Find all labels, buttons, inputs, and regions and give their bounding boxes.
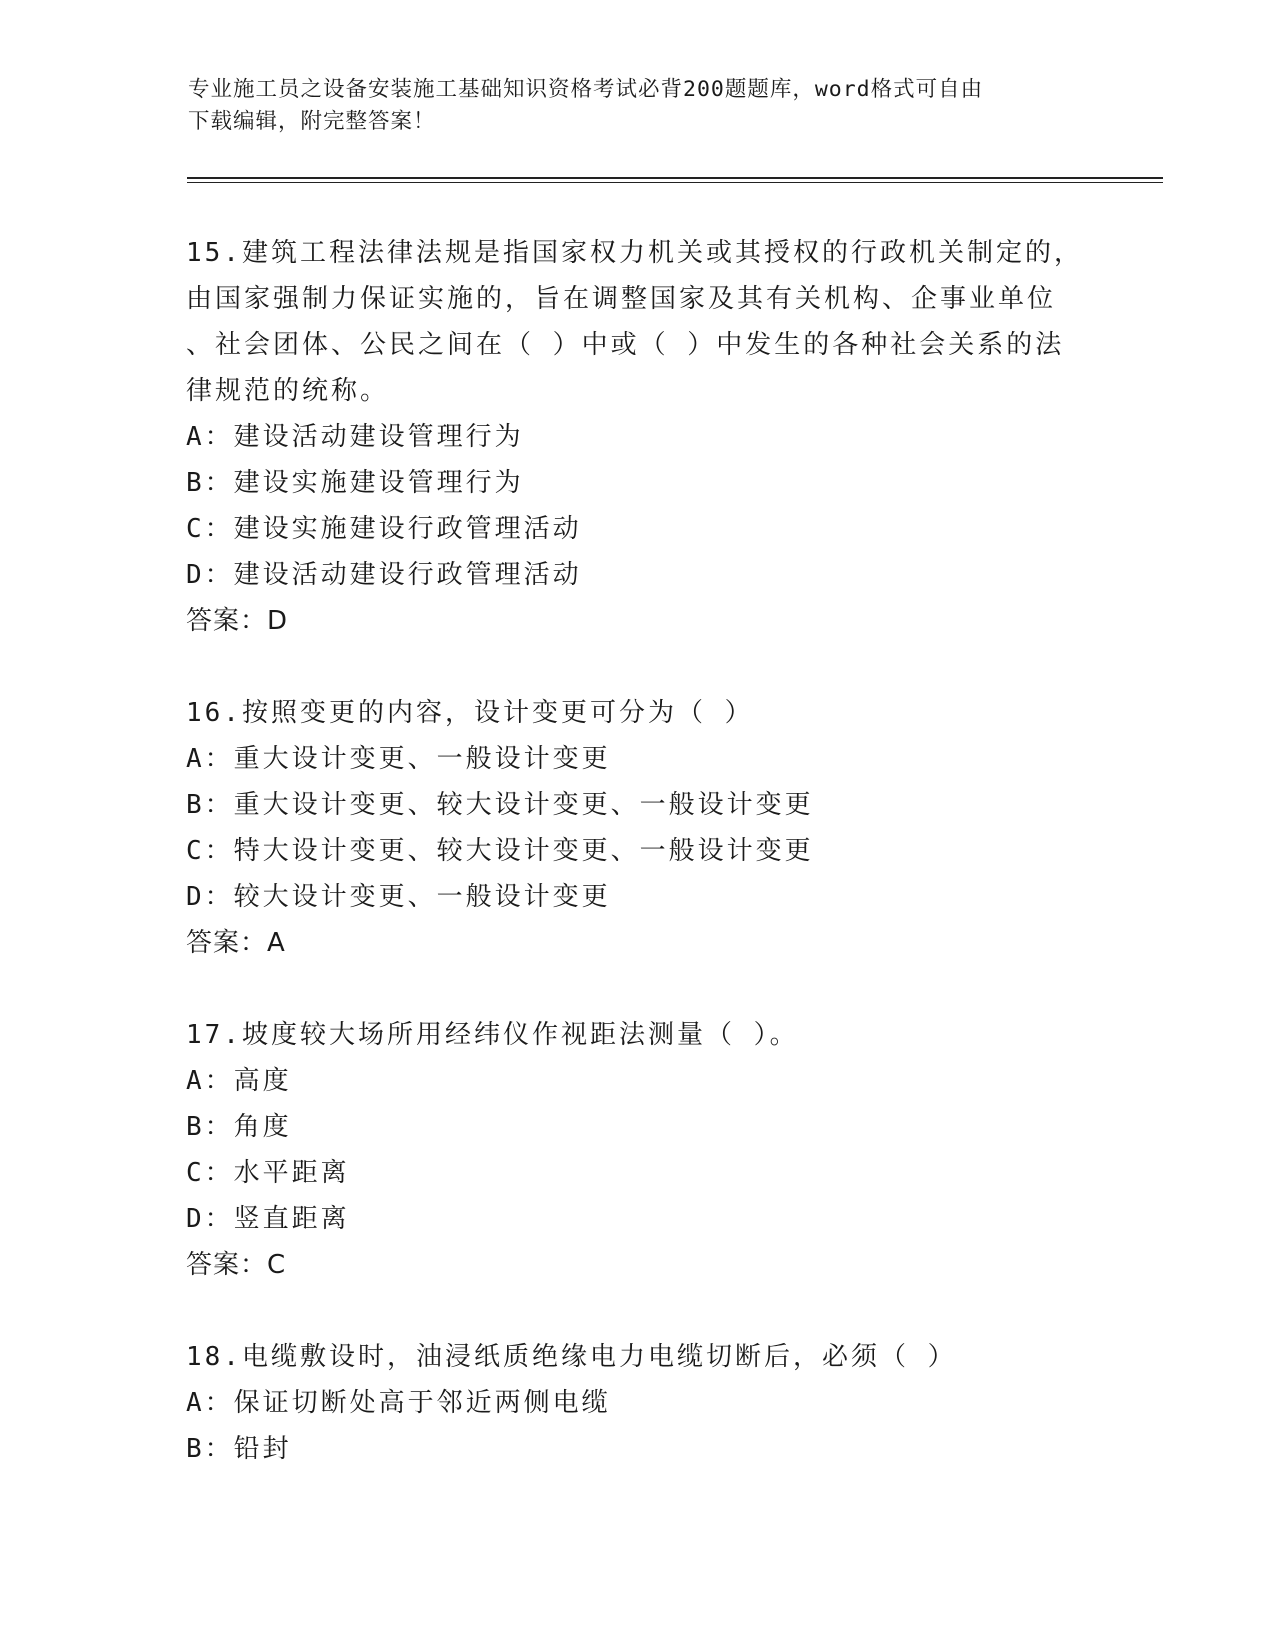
question-stem-line: 17.坡度较大场所用经纬仪作视距法测量（ ）。 — [186, 1020, 799, 1050]
header-line-2: 下载编辑，附完整答案！ — [188, 109, 436, 134]
question-list — [186, 230, 1086, 1472]
answer-line: 答案：C — [186, 1250, 287, 1280]
option-a: A：保证切断处高于邻近两侧电缆 — [186, 1388, 611, 1418]
option-d: D：较大设计变更、一般设计变更 — [186, 882, 611, 912]
question-stem-line: 、社会团体、公民之间在（ ）中或（ ）中发生的各种社会关系的法 — [186, 330, 1065, 360]
question-stem-line: 16.按照变更的内容，设计变更可分为（ ） — [186, 698, 754, 728]
question-17 — [186, 1012, 1086, 1288]
option-b: B：建设实施建设管理行为 — [186, 468, 524, 498]
option-c: C：特大设计变更、较大设计变更、一般设计变更 — [186, 836, 814, 866]
header-rule-thin — [187, 182, 1163, 183]
question-stem-line: 律规范的统称。 — [186, 376, 390, 406]
question-stem-line: 由国家强制力保证实施的，旨在调整国家及其有关机构、企事业单位 — [186, 284, 1057, 314]
option-d: D：竖直距离 — [186, 1204, 350, 1234]
answer-line: 答案：D — [186, 606, 289, 636]
header-line-1: 专业施工员之设备安装施工基础知识资格考试必背200题题库，word格式可自由 — [188, 77, 984, 102]
option-d: D：建设活动建设行政管理活动 — [186, 560, 582, 590]
header-rule-thick — [187, 177, 1163, 179]
option-c: C：建设实施建设行政管理活动 — [186, 514, 582, 544]
option-c: C：水平距离 — [186, 1158, 350, 1188]
document-header — [188, 74, 1068, 138]
question-stem-line: 15.建筑工程法律法规是指国家权力机关或其授权的行政机关制定的， — [186, 238, 1083, 268]
option-b: B：铅封 — [186, 1434, 292, 1464]
question-16 — [186, 690, 1086, 966]
question-stem-line: 18.电缆敷设时，油浸纸质绝缘电力电缆切断后，必须（ ） — [186, 1342, 957, 1372]
option-a: A：建设活动建设管理行为 — [186, 422, 524, 452]
answer-line: 答案：A — [186, 928, 286, 958]
option-a: A：重大设计变更、一般设计变更 — [186, 744, 611, 774]
option-b: B：角度 — [186, 1112, 292, 1142]
question-18 — [186, 1334, 1086, 1472]
option-b: B：重大设计变更、较大设计变更、一般设计变更 — [186, 790, 814, 820]
question-15 — [186, 230, 1086, 644]
option-a: A：高度 — [186, 1066, 292, 1096]
